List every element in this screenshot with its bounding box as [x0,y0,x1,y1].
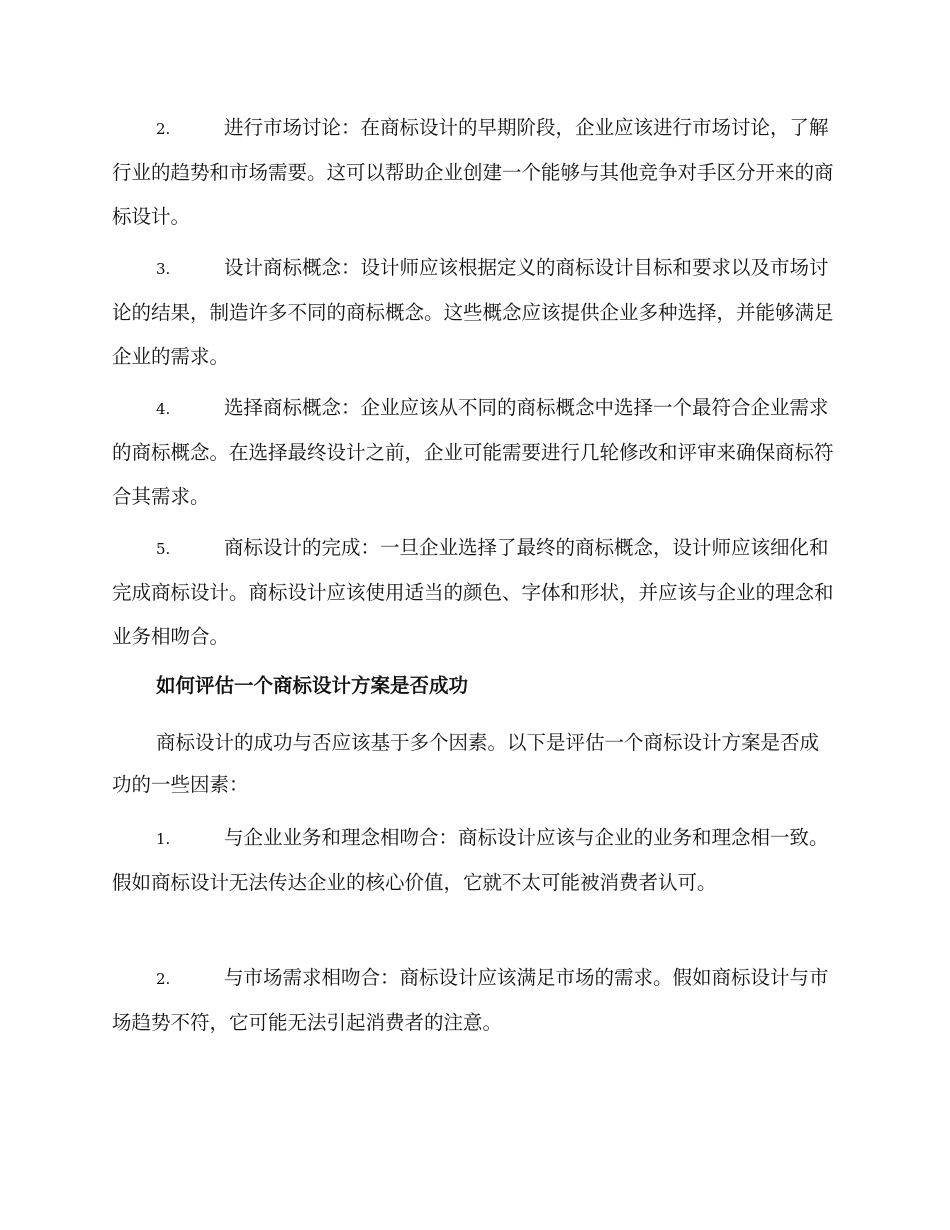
list-text: 与企业业务和理念相吻合：商标设计应该与企业的业务和理念相一致。假如商标设计无法传达企业的核心价值，它就不太可能被消费者认可。 [112,826,829,894]
list-text: 设计商标概念：设计师应该根据定义的商标设计目标和要求以及市场讨论的结果，制造许多不同的商标概念。这些概念应该提供企业多种选择，并能够满足企业的需求。 [112,256,834,368]
list-text: 与市场需求相吻合：商标设计应该满足市场的需求。假如商标设计与市场趋势不符，它可能无法引起消费者的注意。 [112,966,829,1034]
list-item [112,956,836,1045]
list-item [112,246,836,379]
intro-paragraph: 商标设计的成功与否应该基于多个因素。以下是评估一个商标设计方案是否成功的一些因素： [112,731,820,796]
list-item [112,816,836,905]
list-text: 商标设计的完成：一旦企业选择了最终的商标概念，设计师应该细化和完成商标设计。商标设计应该使用适当的颜色、字体和形状，并应该与企业的理念和业务相吻合。 [112,536,834,648]
section-heading: 如何评估一个商标设计方案是否成功 [156,674,469,697]
list-number: 1. [156,830,171,848]
list-number: 5. [156,540,171,558]
list-number: 2. [156,120,171,138]
list-item [112,526,836,659]
list-item [112,106,836,239]
list-text: 进行市场讨论：在商标设计的早期阶段，企业应该进行市场讨论，了解行业的趋势和市场需要。这可以帮助企业创建一个能够与其他竞争对手区分开来的商标设计。 [112,116,834,228]
list-item [112,386,836,519]
list-number: 2. [156,970,171,988]
list-number: 4. [156,400,171,418]
list-number: 3. [156,260,171,278]
list-text: 选择商标概念：企业应该从不同的商标概念中选择一个最符合企业需求的商标概念。在选择最终设计之前，企业可能需要进行几轮修改和评审来确保商标符合其需求。 [112,396,834,508]
